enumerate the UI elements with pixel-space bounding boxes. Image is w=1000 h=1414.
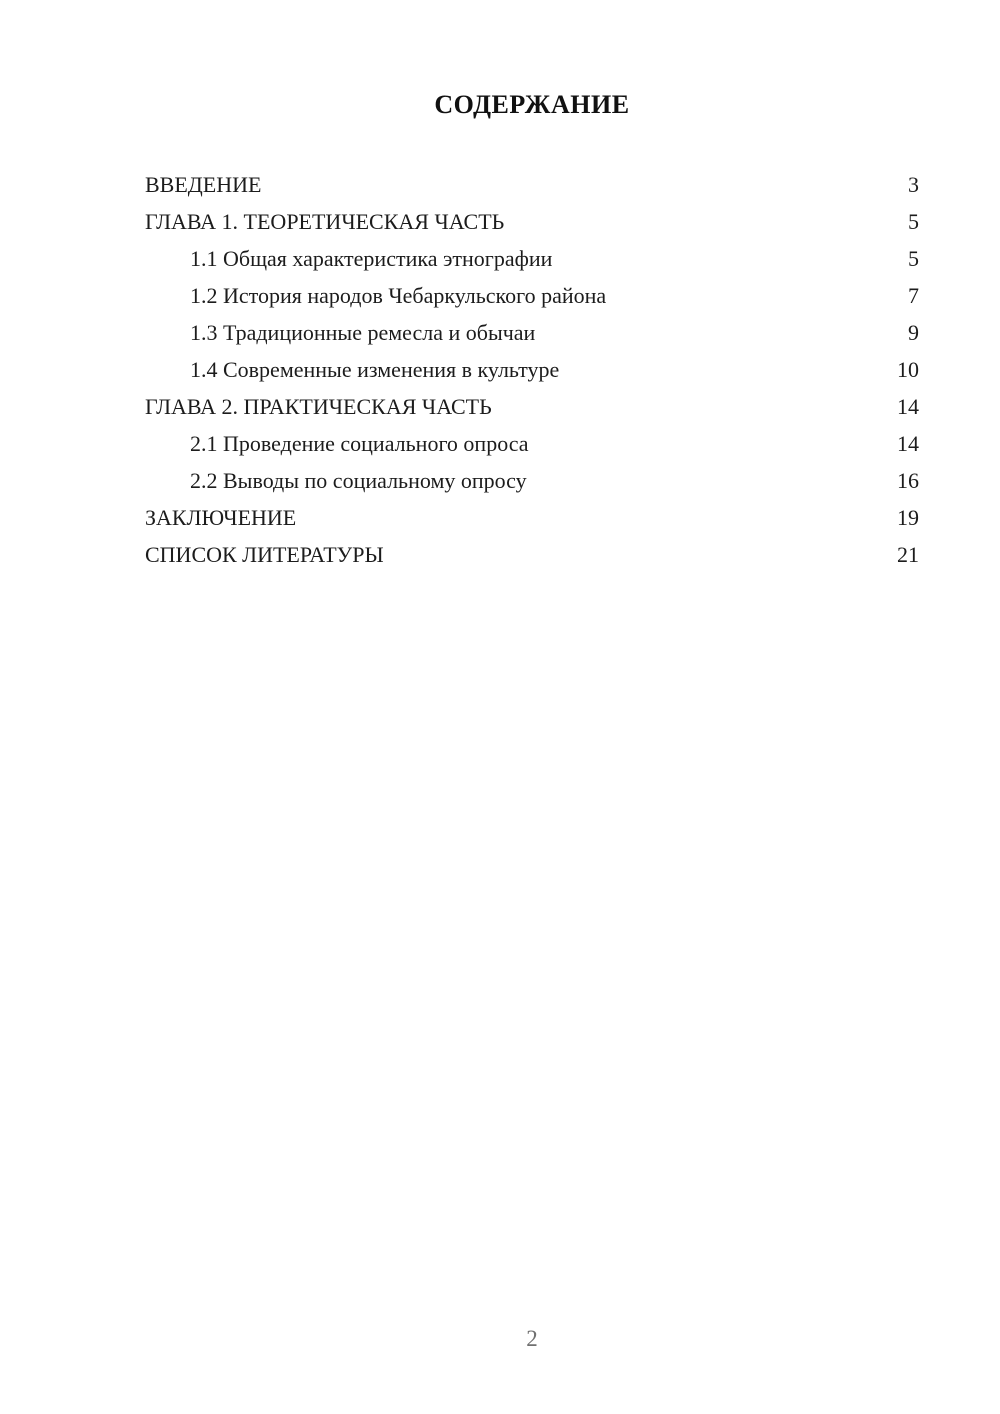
toc-entry-page-number: 21 [897,542,919,567]
toc-entry-page-number: 19 [897,505,919,530]
toc-entry [145,240,919,277]
toc-entry-page-number: 10 [897,357,919,382]
toc-entry-label: ГЛАВА 2. ПРАКТИЧЕСКАЯ ЧАСТЬ [145,394,492,419]
table-of-contents [145,166,919,573]
toc-entry-label: 2.1 Проведение социального опроса [190,431,529,456]
toc-entry [145,351,919,388]
toc-entry [145,462,919,499]
toc-entry [145,425,919,462]
toc-entry-label: СПИСОК ЛИТЕРАТУРЫ [145,542,384,567]
toc-entry-page-number: 5 [908,246,919,271]
toc-entry-page-number: 5 [908,209,919,234]
toc-entry [145,203,919,240]
page-title: СОДЕРЖАНИЕ [434,90,630,119]
toc-entry-label: ЗАКЛЮЧЕНИЕ [145,505,297,530]
toc-entry-page-number: 14 [897,431,919,456]
toc-entry-label: 1.1 Общая характеристика этнографии [190,246,553,271]
toc-entry-page-number: 14 [897,394,919,419]
toc-entry [145,314,919,351]
toc-entry [145,536,919,573]
toc-entry [145,499,919,536]
footer-page-number: 2 [526,1326,538,1351]
toc-entry [145,277,919,314]
toc-entry-label: 2.2 Выводы по социальному опросу [190,468,527,493]
toc-entry-page-number: 16 [897,468,919,493]
toc-entry-page-number: 9 [908,320,919,345]
toc-entry-label: 1.4 Современные изменения в культуре [190,357,560,382]
toc-entry-label: 1.3 Традиционные ремесла и обычаи [190,320,536,345]
toc-entry-label: ГЛАВА 1. ТЕОРЕТИЧЕСКАЯ ЧАСТЬ [145,209,505,234]
toc-entry-page-number: 3 [908,172,919,197]
toc-entry-label: ВВЕДЕНИЕ [145,172,262,197]
toc-entry [145,166,919,203]
toc-entry-label: 1.2 История народов Чебаркульского района [190,283,607,308]
toc-entry [145,388,919,425]
toc-entry-page-number: 7 [908,283,919,308]
